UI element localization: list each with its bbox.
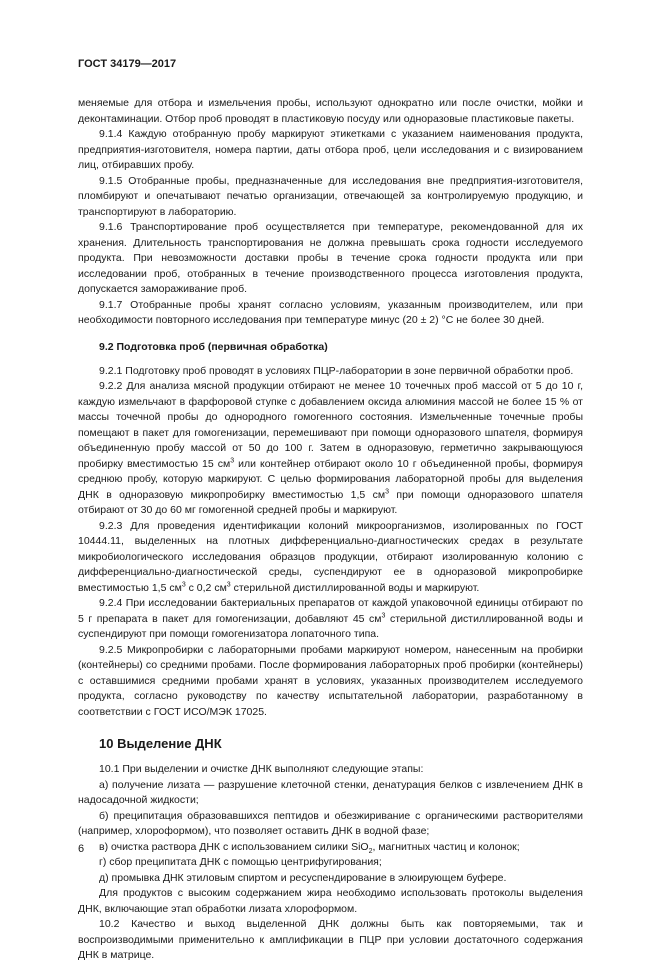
page-content bbox=[78, 96, 583, 964]
page-header: ГОСТ 34179—2017 bbox=[78, 58, 177, 70]
section-heading-10: 10 Выделение ДНК bbox=[99, 736, 222, 751]
paragraph: меняемые для отбора и измельчения пробы, используют однократно или после очистки, мойки и деконтаминации. Отбор проб проводят в пластиковую посуду или одноразовые пластиковые пакеты. bbox=[78, 97, 583, 125]
paragraph-10-2: 10.2 Качество и выход выделенной ДНК должны быть как повторяемыми, так и воспроизводимыми применительно к амплификации в ПЦР при условии достаточного содержания ДНК в матрице. bbox=[78, 918, 583, 961]
text-run: в) очистка раствора ДНК с использованием силики SiO bbox=[99, 840, 369, 853]
superscript: 3 bbox=[181, 581, 186, 588]
superscript: 3 bbox=[385, 488, 389, 495]
paragraph-10-1: 10.1 При выделении и очистке ДНК выполняют следующие этапы: bbox=[99, 763, 424, 775]
paragraph-9-2-3 bbox=[78, 519, 583, 597]
superscript: 3 bbox=[381, 612, 386, 619]
paragraph-9-2-1: 9.2.1 Подготовку проб проводят в условиях ПЦР-лаборатории в зоне первичной обработки проб. bbox=[99, 364, 574, 377]
text-run: 9.2.3 Для проведения идентификации колоний микроорганизмов, изолированных по ГОСТ 10444.11, выделенных на плотных дифференциально-диагностических средах в результате микробиологического исследования образцов продукции, отбирают изолированную колонию с дифференциально-диагностической среды, суспендируют ее в одноразовой микропробирке вместимостью 1,5 см bbox=[78, 519, 583, 594]
paragraph-9-1-4: 9.1.4 Каждую отобранную пробу маркируют этикетками с указанием наименования продукта, предприятия-изготовителя, номера партии, даты отбора проб, цели исследования и с визированием лиц, отбиравших пробу. bbox=[78, 128, 583, 171]
subscript: 2 bbox=[368, 847, 373, 855]
paragraph-9-2-5: 9.2.5 Микропробирки с лабораторными пробами маркируют номером, нанесенным на пробирки (контейнеры) со средними пробами. После формирования лабораторных проб пробирки (контейнеры) с оставшимися средними пробами хранят в условиях, указанных производителем исследуемого продукта, согласно руководству по качеству испытательной лаборатории, разработанному в соответствии с ГОСТ ИСО/МЭК 17025. bbox=[78, 643, 583, 718]
paragraph-9-1-6: 9.1.6 Транспортирование проб осуществляется при температуре, рекомендованной для их хранения. Длительность транспортирования не должна превышать срока годности исследуемого продукта. При невозможности доставки пробы в течение срока годности продукта или при исследовании проб, отобранных в течение производственного процесса изготовления продукта, допускается замораживание проб. bbox=[78, 221, 583, 295]
paragraph-note: Для продуктов с высоким содержанием жира необходимо использовать протоколы выделения ДНК, включающие этап обработки лизата хлороформом. bbox=[78, 887, 583, 915]
text-run: при помощи одноразового шпателя отбирают от 30 до 60 мг гомогенной средней пробы и маркируют. bbox=[78, 488, 583, 516]
list-item-b: б) преципитация образовавшихся пептидов и обезжиривание с органическими растворителями (например, хлороформом), что позволяет оставить ДНК в водной фазе; bbox=[78, 809, 583, 837]
section-heading-9-2: 9.2 Подготовка проб (первичная обработка) bbox=[99, 340, 328, 353]
text-run: , магнитных частиц и колонок; bbox=[372, 840, 520, 853]
text-run: с 0,2 см bbox=[185, 581, 227, 594]
list-item-a: а) получение лизата — разрушение клеточной стенки, денатурация белков с извлечением ДНК в надосадочной жидкости; bbox=[78, 778, 583, 806]
paragraph-9-1-5: 9.1.5 Отобранные пробы, предназначенные для исследования вне предприятия-изготовителя, пломбируют и опечатывают печатью организации, отвечающей за контролируемую продукцию, и транспортируют в лабораторию. bbox=[78, 174, 583, 218]
page-number: 6 bbox=[78, 843, 85, 855]
superscript: 3 bbox=[230, 457, 235, 464]
paragraph-9-1-7: 9.1.7 Отобранные пробы хранят согласно условиям, указанным производителем, или при необходимости повторного исследования при температуре минус (20 ± 2) °С не более 30 дней. bbox=[78, 298, 583, 326]
paragraph-9-2-2 bbox=[78, 379, 583, 519]
paragraph-9-2-4 bbox=[78, 596, 583, 643]
list-item-g: г) сбор преципитата ДНК с помощью центрифугирования; bbox=[99, 856, 382, 868]
text-run: стерильной дистиллированной воды и суспендируют при помощи гомогенизатора лопаточного типа. bbox=[78, 612, 584, 640]
text-run: стерильной дистиллированной воды и маркируют. bbox=[230, 581, 480, 594]
list-item-v bbox=[78, 840, 583, 856]
text-run: 9.2.2 Для анализа мясной продукции отбирают не менее 10 точечных проб массой от 5 до 10 г, каждую измельчают в фарфоровой ступке с добавлением оксида алюминия массой не более 15 % от массы точечной пробы до однородного гомогенного состояния. Измельченные точечные пробы помещают в пакет для гомогенизации, перемешивают при помощи одноразового шпателя, формируя объединенную пробу массой от 50 до 100 г. Затем в одноразовую, герметично закрывающуюся пробирку вместимостью 15 см bbox=[78, 380, 583, 470]
text-run: или контейнер отбирают около 10 г объединенной пробы, формируя среднюю пробу, которую маркируют. С целью формирования лабораторной пробы для выделения ДНК в одноразовую микропробирку вместимостью 1,5 см bbox=[78, 457, 583, 501]
superscript: 3 bbox=[226, 581, 231, 588]
text-run: 9.2.4 При исследовании бактериальных препаратов от каждой упаковочной единицы отбирают по 5 г препарата в пакет для гомогенизации, добавляют 45 см bbox=[78, 597, 583, 625]
list-item-d: д) промывка ДНК этиловым спиртом и ресуспендирование в элюирующем буфере. bbox=[99, 871, 507, 884]
